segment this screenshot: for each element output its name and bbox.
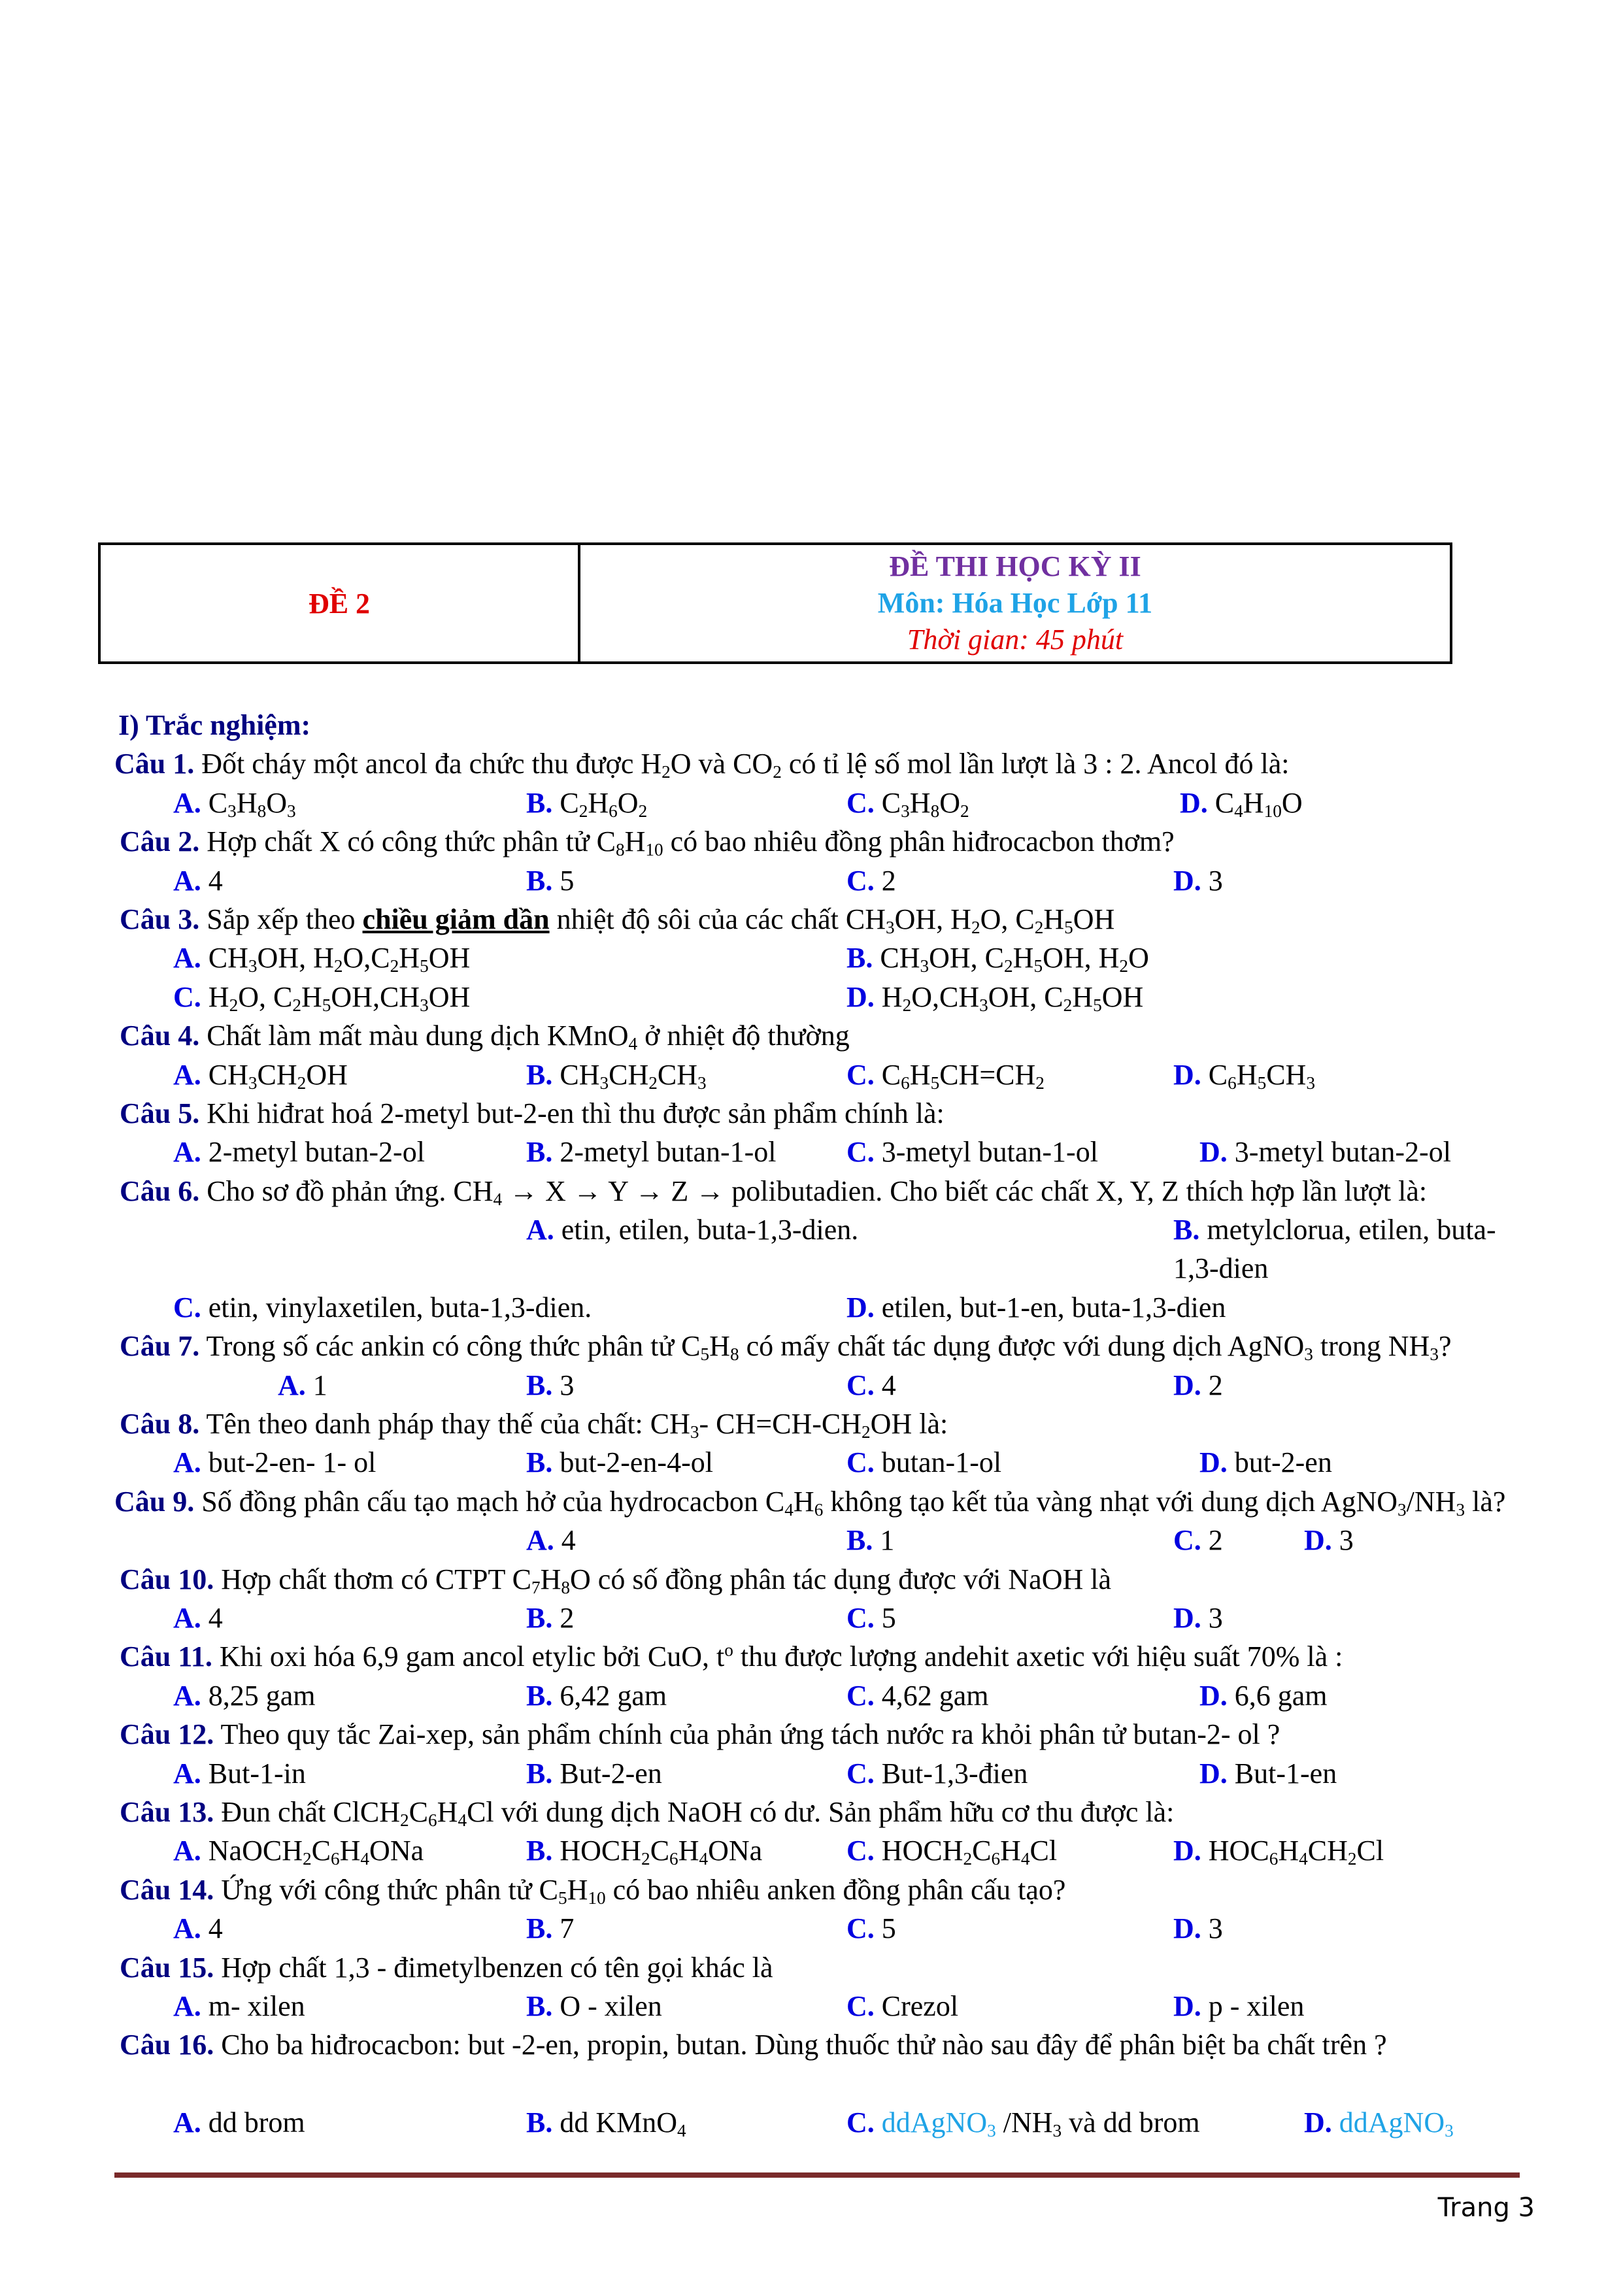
options-4 [114,1056,1520,1094]
option: B. O - xilen [526,1989,662,2022]
options-7 [114,1366,1520,1405]
question-text: Tên theo danh pháp thay thế của chất: $CH_3-$ $CH=CH-CH_2OH$ là: [206,1408,948,1442]
question-label: Câu 12. [120,1718,214,1751]
options-15 [114,1987,1520,2025]
question-text: Đun chất $ClCH_2C_6H_4Cl$ với dung dịch NaOH có dư. Sản phẩm hữu cơ thu được là: [221,1795,1175,1830]
section-heading: I) Trắc nghiệm: [118,709,311,741]
option: A. dd brom [173,2106,305,2139]
option: A. 1 [278,1369,327,1401]
option: C. butan-1-ol [846,1446,1002,1479]
exam-header-table [98,542,1452,664]
options-2 [114,861,1520,900]
question-13 [114,1793,1520,1831]
exam-time: Thời gian: 45 phút [907,624,1124,656]
question-text: Hợp chất X có công thức phân tử $C_8H_{10}$ có bao nhiêu đồng phân hiđrocacbon thơm? [207,825,1175,859]
footer-divider [114,2172,1520,2178]
option: A. 8,25 gam [173,1679,316,1712]
option: C. 5 [846,1912,896,1945]
option: C. 4 [846,1369,896,1401]
option: D. $C_4H_{10}O$ [1180,786,1303,821]
option: B. dd KMnO$_4$ [526,2106,686,2140]
option: A. 4 [173,864,223,897]
option: D. but-2-en [1199,1446,1332,1479]
option: C. 4,62 gam [846,1679,989,1712]
option: D. $HOC_6H_4CH_2Cl$ [1173,1835,1384,1869]
question-15 [114,1948,1520,1987]
options-6 [114,1210,1520,1285]
exam-body [114,706,1520,2142]
options-5 [114,1133,1520,1171]
question-5 [114,1094,1520,1133]
option: B. But-2-en [526,1757,662,1789]
question-text: Cho ba hiđrocacbon: but -2-en, propin, butan. Dùng thuốc thử nào sau đây để phân biệt ba chất trên ? [221,2029,1387,2061]
question-label: Câu 2. [120,825,200,858]
question-2 [114,822,1520,861]
question-16 [114,2025,1520,2064]
option: B. 7 [526,1912,575,1945]
question-text: Chất làm mất màu dung dịch KMnO$_4$ ở nhiệt độ thường [207,1020,850,1054]
question-8 [114,1405,1520,1443]
option: D. 3-metyl butan-2-ol [1199,1136,1451,1169]
option: D. etilen, but-1-en, buta-1,3-dien [846,1291,1226,1323]
option: C. $HOCH_2C_6H_4Cl$ [846,1835,1058,1869]
question-text: Đốt cháy một ancol đa chức thu được $H_2O$ và $CO_2$ có tỉ lệ số mol lần lượt là 3 : 2. Ancol đó là: [201,748,1290,782]
options-10 [114,1599,1520,1637]
question-label: Câu 9. [114,1485,195,1518]
options-12 [114,1754,1520,1793]
options-16 [114,2103,1520,2142]
exam-title-cell [579,544,1451,663]
question-10 [114,1560,1520,1599]
question-label: Câu 1. [114,748,195,780]
option: A. $NaOCH_2C_6H_4ONa$ [173,1835,424,1869]
options-13 [114,1831,1520,1870]
option: A. 4 [173,1601,223,1634]
question-text: Trong số các ankin có công thức phân tử $C_5H_8$ có mấy chất tác dụng được với dung dịch AgNO$_3$ trong $NH_3$? [206,1330,1452,1365]
question-label: Câu 10. [120,1563,214,1595]
question-label: Câu 15. [120,1951,214,1984]
option: B. $HOCH_2C_6H_4ONa$ [526,1835,763,1869]
question-label: Câu 8. [120,1408,200,1440]
question-text: Khi oxi hóa 6,9 gam ancol etylic bởi CuO, $t^o$ thu được lượng andehit axetic với hiệu suất 70% là : [219,1640,1343,1673]
option: A. But-1-in [173,1757,306,1789]
options-3b [114,978,1520,1016]
question-label: Câu 3. [120,903,200,935]
exam-subject: Môn: Hóa Học Lớp 11 [877,587,1153,619]
option: A. $C_3H_8O_3$ [173,786,296,821]
option: A. etin, etilen, buta-1,3-dien. [526,1214,859,1246]
question-emphasis: chiều giảm dần [362,903,550,935]
option: C. But-1,3-đien [846,1757,1028,1789]
option: C. etin, vinylaxetilen, buta-1,3-dien. [173,1291,592,1323]
question-label: Câu 11. [120,1640,212,1673]
option: C. $C_6H_5CH=CH_2$ [846,1058,1045,1093]
option: A. 4 [526,1524,576,1557]
option: A. m- xilen [173,1989,305,2022]
option: A. but-2-en- 1- ol [173,1446,376,1479]
option: B. 2-metyl butan-1-ol [526,1136,777,1169]
option: A. $CH_3OH$, $H_2O,C_2H_5OH$ [173,942,471,976]
question-3 [114,900,1520,939]
question-12 [114,1715,1520,1754]
exam-code [99,544,579,663]
options-9 [114,1521,1520,1559]
options-3a [114,939,1520,977]
option: C. Crezol [846,1989,959,2022]
question-text: Hợp chất thơm có CTPT $C_7H_8O$ có số đồng phân tác dụng được với NaOH là [221,1563,1112,1597]
question-14 [114,1871,1520,1909]
options-16-spacer [114,2065,1520,2103]
option: D. 3 [1173,1912,1223,1945]
option: B. 1 [846,1524,895,1557]
option: A. 2-metyl butan-2-ol [173,1136,425,1169]
question-text: Số đồng phân cấu tạo mạch hở của hydrocacbon $C_4H_6$ không tạo kết tủa vàng nhạt với dung dịch $AgNO_3/NH_3$ là? [201,1485,1506,1520]
options-6b [114,1288,1520,1327]
question-text: Cho sơ đồ phản ứng. $CH_4 \to X \to Y \to Z$ → polibutadien. Cho biết các chất X, Y, Z thích hợp lần lượt là: [207,1174,1428,1209]
question-label: Câu 14. [120,1873,214,1906]
options-6-spacer [114,1249,1520,1288]
option: D. $H_2O,CH_3OH$, $C_2H_5OH$ [846,980,1144,1015]
option: C. $C_3H_8O_2$ [846,786,969,821]
option: B. 3 [526,1369,575,1401]
option: B. 6,42 gam [526,1679,667,1712]
question-text: Khi hiđrat hoá 2-metyl but-2-en thì thu được sản phẩm chính là: [207,1097,945,1129]
option: D. 6,6 gam [1199,1679,1328,1712]
option: D. p - xilen [1173,1989,1305,2022]
option: A. $CH_3CH_2OH$ [173,1058,348,1093]
exam-title: ĐỀ THI HỌC KỲ II [889,550,1141,582]
page-number: Trang 3 [1437,2193,1535,2223]
option: C. 2 [846,864,896,897]
question-text: Theo quy tắc Zai-xep, sản phẩm chính của phản ứng tách nước ra khỏi phân tử butan-2- ol ? [220,1718,1280,1751]
options-8 [114,1443,1520,1482]
question-1 [114,744,1520,783]
question-label: Câu 5. [120,1097,200,1129]
question-11 [114,1637,1520,1676]
option: B. metylclorua, etilen, buta-1,3-dien [1173,1214,1496,1285]
option: B. 2 [526,1601,575,1634]
question-label: Câu 16. [120,2029,214,2061]
option: D. 2 [1173,1369,1223,1401]
option: D. 3 [1173,1601,1223,1634]
options-1 [114,784,1520,822]
option: D. ddAgNO$_3$ [1304,2106,1454,2140]
option: C. ddAgNO$_3$ $/NH_3$ và dd brom [846,2106,1200,2140]
question-label: Câu 13. [120,1795,214,1828]
question-text: Hợp chất 1,3 - đimetylbenzen có tên gọi khác là [221,1951,773,1984]
option: C. 3-metyl butan-1-ol [846,1136,1098,1169]
question-text: Ứng với công thức phân tử $C_5H_{10}$ có bao nhiêu anken đồng phân cấu tạo? [221,1873,1066,1908]
exam-code-label: ĐỀ 2 [308,587,371,620]
option: B. but-2-en-4-ol [526,1446,713,1479]
option: A. 4 [173,1912,223,1945]
options-14 [114,1909,1520,1948]
option: C. 2 [1173,1524,1223,1557]
option: C. $H_2O$, $C_2H_5OH,CH_3OH$ [173,980,471,1015]
option: D. 3 [1173,864,1223,897]
question-7 [114,1327,1520,1365]
question-9 [114,1482,1520,1521]
question-label: Câu 4. [120,1020,200,1052]
question-text: Sắp xếp theo [207,903,356,935]
option: B. 5 [526,864,575,897]
question-text: nhiệt độ sôi của các chất $CH_3OH$, $H_2O$, $C_2H_5OH$ [556,903,1115,937]
question-6 [114,1172,1520,1210]
option: D. 3 [1304,1524,1354,1557]
option: B. $CH_3CH_2CH_3$ [526,1058,707,1093]
option: C. 5 [846,1601,896,1634]
option: B. $C_2H_6O_2$ [526,786,648,821]
option: B. $CH_3OH$, $C_2H_5OH$, $H_2O$ [846,942,1149,976]
option: D. But-1-en [1199,1757,1337,1789]
question-4 [114,1016,1520,1055]
option: D. $C_6H_5CH_3$ [1173,1058,1315,1093]
question-label: Câu 7. [120,1330,200,1363]
question-label: Câu 6. [120,1174,200,1207]
options-11 [114,1676,1520,1715]
